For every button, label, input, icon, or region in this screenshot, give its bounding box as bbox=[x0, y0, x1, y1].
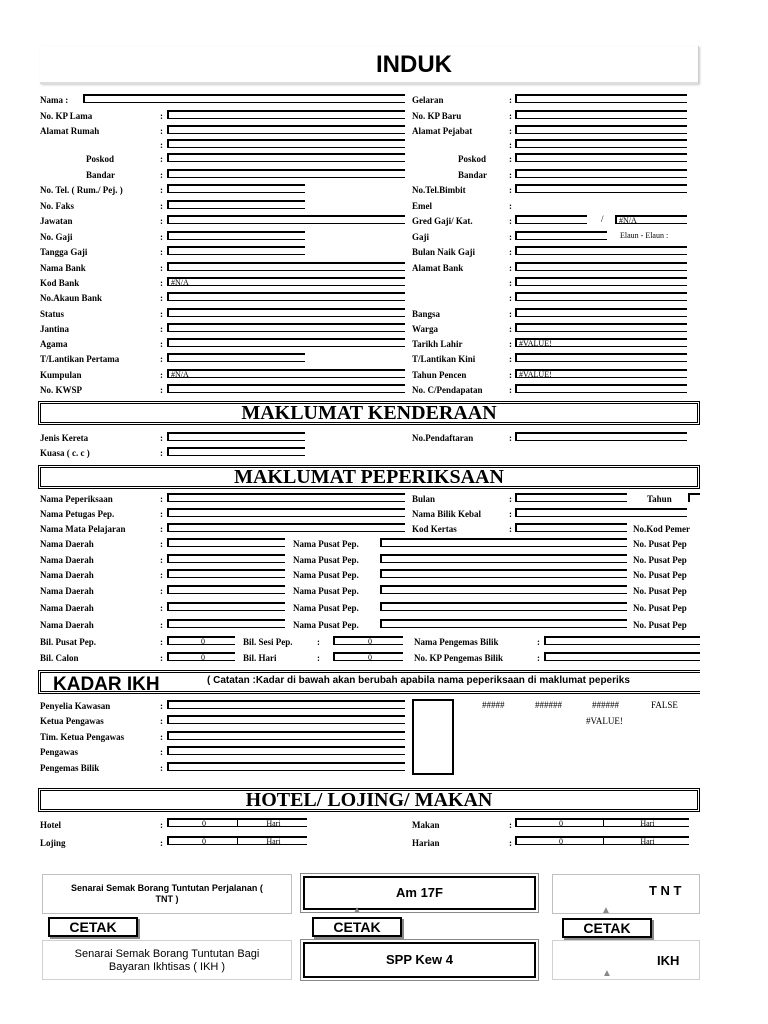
colon: : bbox=[160, 763, 163, 773]
pusat-field[interactable] bbox=[380, 569, 627, 578]
kenderaan-heading: MAKLUMAT KENDERAAN bbox=[38, 401, 700, 425]
elaun-label: Elaun - Elaun : bbox=[620, 231, 669, 240]
cursor-icon: ▲ bbox=[601, 905, 611, 916]
bandar-field[interactable] bbox=[167, 169, 405, 178]
label-nama-bank: Nama Bank bbox=[40, 263, 86, 273]
colon: : bbox=[160, 838, 163, 848]
label-pusat: Nama Pusat Pep. bbox=[293, 620, 359, 630]
ikh-label: IKH bbox=[657, 953, 680, 968]
kod-kertas-field[interactable] bbox=[515, 523, 627, 532]
penyelia-field[interactable] bbox=[167, 700, 405, 709]
cetak-button[interactable]: CETAK bbox=[48, 917, 138, 937]
colon: : bbox=[509, 126, 512, 136]
label-nama-pep: Nama Peperiksaan bbox=[40, 494, 113, 504]
label-alamat-bank: Alamat Bank bbox=[412, 263, 464, 273]
colon: : bbox=[509, 278, 512, 288]
jawatan-field[interactable] bbox=[167, 215, 405, 224]
label-tel: No. Tel. ( Rum./ Pej. ) bbox=[40, 185, 123, 195]
alamat-bank-field-3[interactable] bbox=[515, 292, 687, 301]
colon: : bbox=[160, 170, 163, 180]
pengawas-field[interactable] bbox=[167, 746, 405, 755]
colon: : bbox=[509, 140, 512, 150]
label-gaji-r: Gaji bbox=[412, 232, 429, 242]
pusat-field[interactable] bbox=[380, 619, 627, 628]
tahun-pencen-field[interactable]: #VALUE! bbox=[515, 369, 687, 378]
colon: : bbox=[509, 309, 512, 319]
colon: : bbox=[509, 820, 512, 830]
gaji-field[interactable] bbox=[167, 231, 305, 240]
kadar-note: ( Catatan :Kadar di bawah akan berubah apabila nama peperiksaan di maklumat peperiks bbox=[207, 675, 630, 686]
label-lojing: Lojing bbox=[40, 838, 66, 848]
bil-calon-field[interactable]: 0 bbox=[167, 652, 235, 661]
colon: : bbox=[509, 247, 512, 257]
colon: : bbox=[160, 126, 163, 136]
colon: : bbox=[160, 555, 163, 565]
label-pusat: Nama Pusat Pep. bbox=[293, 539, 359, 549]
label-daerah: Nama Daerah bbox=[40, 586, 94, 596]
colon: : bbox=[317, 637, 320, 647]
bimbit-field[interactable] bbox=[515, 184, 687, 193]
label-makan: Makan bbox=[412, 820, 440, 830]
bangsa-field[interactable] bbox=[515, 308, 687, 317]
colon: : bbox=[160, 509, 163, 519]
colon: : bbox=[509, 838, 512, 848]
lantikan-kini-field[interactable] bbox=[515, 353, 687, 362]
makan-field[interactable]: 0 bbox=[515, 818, 603, 827]
label-penyelia: Penyelia Kawasan bbox=[40, 701, 111, 711]
colon: : bbox=[160, 216, 163, 226]
kp-lama-field[interactable] bbox=[167, 110, 405, 119]
label-pengemas-kadar: Pengemas Bilik bbox=[40, 763, 100, 773]
colon: : bbox=[160, 232, 163, 242]
colon: : bbox=[509, 370, 512, 380]
gelaran-field[interactable] bbox=[515, 94, 687, 103]
label-harian: Harian bbox=[412, 838, 440, 848]
colon: : bbox=[160, 385, 163, 395]
gaji-r-field[interactable] bbox=[515, 231, 607, 240]
cursor-icon: ▲ bbox=[602, 968, 612, 979]
label-kod-bank: Kod Bank bbox=[40, 278, 80, 288]
colon: : bbox=[160, 570, 163, 580]
tnt-desc: Senarai Semak Borang Tuntutan Perjalanan ( TNT ) bbox=[71, 883, 263, 904]
peperiksaan-heading: MAKLUMAT PEPERIKSAAN bbox=[38, 465, 700, 489]
label-pengemas-bilik: Nama Pengemas Bilik bbox=[414, 637, 499, 647]
label-kp-pengemas: No. KP Pengemas Bilik bbox=[414, 653, 504, 663]
pengemas-kadar-field[interactable] bbox=[167, 762, 405, 771]
pusat-field[interactable] bbox=[380, 554, 627, 563]
colon: : bbox=[509, 170, 512, 180]
colon: : bbox=[509, 293, 512, 303]
colon: : bbox=[160, 701, 163, 711]
colon: : bbox=[317, 653, 320, 663]
label-tarikh-lahir: Tarikh Lahir bbox=[412, 339, 463, 349]
label-kp-lama: No. KP Lama bbox=[40, 111, 93, 121]
colon: : bbox=[160, 247, 163, 257]
label-tangga-gaji: Tangga Gaji bbox=[40, 247, 88, 257]
colon: : bbox=[509, 524, 512, 534]
pusat-field[interactable] bbox=[380, 538, 627, 547]
alamat-bank-field-1[interactable] bbox=[515, 262, 687, 271]
spp-kew4-button[interactable]: SPP Kew 4 bbox=[303, 942, 536, 978]
label-bandar: Bandar bbox=[86, 170, 116, 180]
label-bil-sesi: Bil. Sesi Pep. bbox=[243, 637, 293, 647]
colon: : bbox=[160, 293, 163, 303]
pusat-field[interactable] bbox=[380, 602, 627, 611]
harian-hari: Hari bbox=[603, 836, 689, 845]
label-tahun-pencen: Tahun Pencen bbox=[412, 370, 467, 380]
label-kumpulan: Kumpulan bbox=[40, 370, 82, 380]
am17f-button[interactable]: Am 17F bbox=[303, 876, 536, 910]
colon: : bbox=[160, 278, 163, 288]
label-alamat-pejabat: Alamat Pejabat bbox=[412, 126, 473, 136]
colon: : bbox=[160, 620, 163, 630]
kadar-heading: KADAR IKH bbox=[53, 674, 160, 694]
daerah-field[interactable] bbox=[167, 585, 285, 594]
pengemas-bilik-field[interactable] bbox=[544, 636, 700, 645]
label-bandar-r: Bandar bbox=[458, 170, 488, 180]
daerah-field[interactable] bbox=[167, 538, 285, 547]
alamat-pejabat-field-2[interactable] bbox=[515, 139, 687, 148]
mata-field[interactable] bbox=[167, 523, 405, 532]
colon: : bbox=[160, 586, 163, 596]
label-ketua: Ketua Pengawas bbox=[40, 716, 104, 726]
label-petugas: Nama Petugas Pep. bbox=[40, 509, 115, 519]
label-hotel: Hotel bbox=[40, 820, 61, 830]
tahun-field[interactable] bbox=[688, 493, 700, 502]
label-bil-pusat: Bil. Pusat Pep. bbox=[40, 637, 97, 647]
label-pusat: Nama Pusat Pep. bbox=[293, 570, 359, 580]
colon: : bbox=[509, 324, 512, 334]
label-pengawas: Pengawas bbox=[40, 747, 78, 757]
alamat-rumah-field-2[interactable] bbox=[167, 139, 405, 148]
label-status: Status bbox=[40, 309, 65, 319]
colon: : bbox=[160, 653, 163, 663]
gred-separator: / bbox=[601, 214, 604, 224]
label-tahun: Tahun bbox=[647, 494, 672, 504]
tnt-panel bbox=[552, 874, 700, 914]
colon: : bbox=[160, 524, 163, 534]
status-field[interactable] bbox=[167, 308, 405, 317]
jantina-field[interactable] bbox=[167, 323, 405, 332]
cursor-icon: ▲ bbox=[352, 905, 362, 916]
gred-kat-field[interactable]: #N/A bbox=[615, 215, 687, 224]
bulan-naik-field[interactable] bbox=[515, 246, 687, 255]
bil-pusat-field[interactable]: 0 bbox=[167, 636, 235, 645]
colon: : bbox=[160, 324, 163, 334]
kadar-hash-2: ###### bbox=[535, 700, 562, 710]
label-pusat: Nama Pusat Pep. bbox=[293, 586, 359, 596]
alamat-rumah-field-1[interactable] bbox=[167, 125, 405, 134]
colon: : bbox=[509, 185, 512, 195]
lojing-field[interactable]: 0 bbox=[167, 836, 237, 845]
label-bil-calon: Bil. Calon bbox=[40, 653, 79, 663]
label-jawatan: Jawatan bbox=[40, 216, 73, 226]
colon: : bbox=[160, 820, 163, 830]
bulan-field[interactable] bbox=[515, 493, 627, 502]
colon: : bbox=[160, 539, 163, 549]
label-daerah: Nama Daerah bbox=[40, 539, 94, 549]
pendaftaran-field[interactable] bbox=[515, 432, 687, 441]
colon: : bbox=[160, 603, 163, 613]
colon: : bbox=[160, 154, 163, 164]
label-mata: Nama Mata Pelajaran bbox=[40, 524, 126, 534]
label-bulan: Bulan bbox=[412, 494, 436, 504]
colon: : bbox=[509, 354, 512, 364]
daerah-field[interactable] bbox=[167, 554, 285, 563]
tnt-desc-panel bbox=[42, 874, 292, 914]
petugas-field[interactable] bbox=[167, 508, 405, 517]
colon: : bbox=[509, 263, 512, 273]
faks-field[interactable] bbox=[167, 200, 305, 209]
label-kp-baru: No. KP Baru bbox=[412, 111, 462, 121]
hotel-hari: Hari bbox=[237, 818, 307, 827]
bandar-r-field[interactable] bbox=[515, 169, 687, 178]
label-jantina: Jantina bbox=[40, 324, 70, 334]
label-gelaran: Gelaran bbox=[412, 95, 444, 105]
lantikan-pertama-field[interactable] bbox=[167, 353, 305, 362]
label-kod-kertas: Kod Kertas bbox=[412, 524, 457, 534]
colon: : bbox=[509, 385, 512, 395]
label-no-pusat: No. Pusat Pep bbox=[633, 603, 687, 613]
colon: : bbox=[537, 653, 540, 663]
daerah-field[interactable] bbox=[167, 602, 285, 611]
label-tim: Tim. Ketua Pengawas bbox=[40, 732, 125, 742]
kwsp-field[interactable] bbox=[167, 384, 405, 393]
label-no-pusat: No. Pusat Pep bbox=[633, 586, 687, 596]
hotel-field[interactable]: 0 bbox=[167, 818, 237, 827]
colon: : bbox=[160, 201, 163, 211]
label-jenis-kereta: Jenis Kereta bbox=[40, 433, 89, 443]
colon: : bbox=[509, 232, 512, 242]
label-bil-hari: Bil. Hari bbox=[243, 653, 277, 663]
alamat-pejabat-field-1[interactable] bbox=[515, 125, 687, 134]
colon: : bbox=[160, 370, 163, 380]
label-bulan-naik: Bulan Naik Gaji bbox=[412, 247, 476, 257]
label-gaji: No. Gaji bbox=[40, 232, 73, 242]
ikh-panel bbox=[552, 940, 700, 980]
label-warga: Warga bbox=[412, 324, 438, 334]
kadar-box bbox=[412, 699, 454, 775]
kod-bank-field[interactable]: #N/A bbox=[167, 277, 405, 286]
bilik-field[interactable] bbox=[515, 508, 687, 517]
label-c-pendapatan: No. C/Pendapatan bbox=[412, 385, 483, 395]
kadar-value: #VALUE! bbox=[586, 716, 623, 726]
pusat-field[interactable] bbox=[380, 585, 627, 594]
colon: : bbox=[509, 216, 512, 226]
colon: : bbox=[160, 354, 163, 364]
label-bilik: Nama Bilik Kebal bbox=[412, 509, 482, 519]
nama-pep-field[interactable] bbox=[167, 493, 405, 502]
label-agama: Agama bbox=[40, 339, 68, 349]
alamat-bank-field-2[interactable] bbox=[515, 277, 687, 286]
agama-field[interactable] bbox=[167, 338, 405, 347]
colon: : bbox=[160, 732, 163, 742]
colon: : bbox=[160, 111, 163, 121]
label-gred: Gred Gaji/ Kat. bbox=[412, 216, 473, 226]
label-daerah: Nama Daerah bbox=[40, 570, 94, 580]
page-title: INDUK bbox=[376, 51, 452, 78]
label-daerah: Nama Daerah bbox=[40, 620, 94, 630]
label-no-pusat: No. Pusat Pep bbox=[633, 555, 687, 565]
lojing-hari: Hari bbox=[237, 836, 307, 845]
warga-field[interactable] bbox=[515, 323, 687, 332]
kadar-false: FALSE bbox=[651, 700, 678, 710]
kadar-hash-3: ###### bbox=[592, 700, 619, 710]
cetak-button[interactable]: CETAK bbox=[562, 918, 652, 938]
tangga-gaji-field[interactable] bbox=[167, 246, 305, 255]
nama-bank-field[interactable] bbox=[167, 262, 405, 271]
colon: : bbox=[160, 747, 163, 757]
harian-field[interactable]: 0 bbox=[515, 836, 603, 845]
label-kwsp: No. KWSP bbox=[40, 385, 83, 395]
tnt-label: T N T bbox=[649, 883, 682, 898]
colon: : bbox=[509, 494, 512, 504]
label-pendaftaran: No.Pendaftaran bbox=[412, 433, 474, 443]
colon: : bbox=[160, 716, 163, 726]
colon: : bbox=[160, 448, 163, 458]
label-lantikan-pertama: T/Lantikan Pertama bbox=[40, 354, 120, 364]
hotel-heading: HOTEL/ LOJING/ MAKAN bbox=[38, 788, 700, 812]
label-kod-pemer: No.Kod Pemer bbox=[633, 524, 690, 534]
tarikh-lahir-field[interactable]: #VALUE! bbox=[515, 338, 687, 347]
label-no-pusat: No. Pusat Pep bbox=[633, 539, 687, 549]
cetak-button[interactable]: CETAK bbox=[312, 917, 402, 937]
label-nama: Nama : bbox=[40, 95, 69, 105]
makan-hari: Hari bbox=[603, 818, 689, 827]
nama-field[interactable] bbox=[83, 94, 405, 103]
label-poskod-r: Poskod bbox=[458, 154, 487, 164]
colon: : bbox=[509, 509, 512, 519]
bil-sesi-field[interactable]: 0 bbox=[333, 636, 403, 645]
label-pusat: Nama Pusat Pep. bbox=[293, 555, 359, 565]
label-poskod: Poskod bbox=[86, 154, 115, 164]
poskod-field[interactable] bbox=[167, 153, 405, 162]
label-lantikan-kini: T/Lantikan Kini bbox=[412, 354, 476, 364]
colon: : bbox=[509, 339, 512, 349]
label-faks: No. Faks bbox=[40, 201, 75, 211]
kadar-heading-box bbox=[38, 670, 700, 694]
label-pusat: Nama Pusat Pep. bbox=[293, 603, 359, 613]
colon: : bbox=[509, 433, 512, 443]
colon: : bbox=[160, 433, 163, 443]
kumpulan-field[interactable]: #N/A bbox=[167, 369, 405, 378]
label-daerah: Nama Daerah bbox=[40, 555, 94, 565]
jenis-kereta-field[interactable] bbox=[167, 432, 305, 441]
colon: : bbox=[160, 637, 163, 647]
colon: : bbox=[160, 494, 163, 504]
colon: : bbox=[160, 185, 163, 195]
tel-field[interactable] bbox=[167, 184, 305, 193]
label-bangsa: Bangsa bbox=[412, 309, 441, 319]
ikh-desc-panel bbox=[42, 940, 292, 980]
colon: : bbox=[509, 95, 512, 105]
colon: : bbox=[160, 339, 163, 349]
colon: : bbox=[509, 154, 512, 164]
ketua-field[interactable] bbox=[167, 715, 405, 724]
label-alamat-rumah: Alamat Rumah bbox=[40, 126, 100, 136]
label-daerah: Nama Daerah bbox=[40, 603, 94, 613]
ikh-desc: Senarai Semak Borang Tuntutan Bagi Bayaran Ikhtisas ( IKH ) bbox=[74, 948, 260, 973]
bil-hari-field[interactable]: 0 bbox=[333, 652, 403, 661]
colon: : bbox=[537, 637, 540, 647]
kp-baru-field[interactable] bbox=[515, 110, 687, 119]
label-no-pusat: No. Pusat Pep bbox=[633, 620, 687, 630]
colon: : bbox=[160, 309, 163, 319]
colon: : bbox=[509, 111, 512, 121]
label-kuasa: Kuasa ( c. c ) bbox=[40, 448, 90, 458]
kadar-hash-1: ##### bbox=[482, 700, 505, 710]
colon: : bbox=[160, 140, 163, 150]
poskod-r-field[interactable] bbox=[515, 153, 687, 162]
label-emel: Emel bbox=[412, 201, 432, 211]
colon: : bbox=[160, 263, 163, 273]
c-pendapatan-field[interactable] bbox=[515, 384, 687, 393]
gred-field[interactable] bbox=[515, 215, 587, 224]
akaun-field[interactable] bbox=[167, 292, 405, 301]
label-no-pusat: No. Pusat Pep bbox=[633, 570, 687, 580]
label-bimbit: No.Tel.Bimbit bbox=[412, 185, 466, 195]
tim-field[interactable] bbox=[167, 731, 405, 740]
daerah-field[interactable] bbox=[167, 569, 285, 578]
kuasa-field[interactable] bbox=[167, 447, 305, 456]
kp-pengemas-field[interactable] bbox=[544, 652, 700, 661]
daerah-field[interactable] bbox=[167, 619, 285, 628]
label-akaun: No.Akaun Bank bbox=[40, 293, 103, 303]
colon: : bbox=[509, 201, 512, 211]
